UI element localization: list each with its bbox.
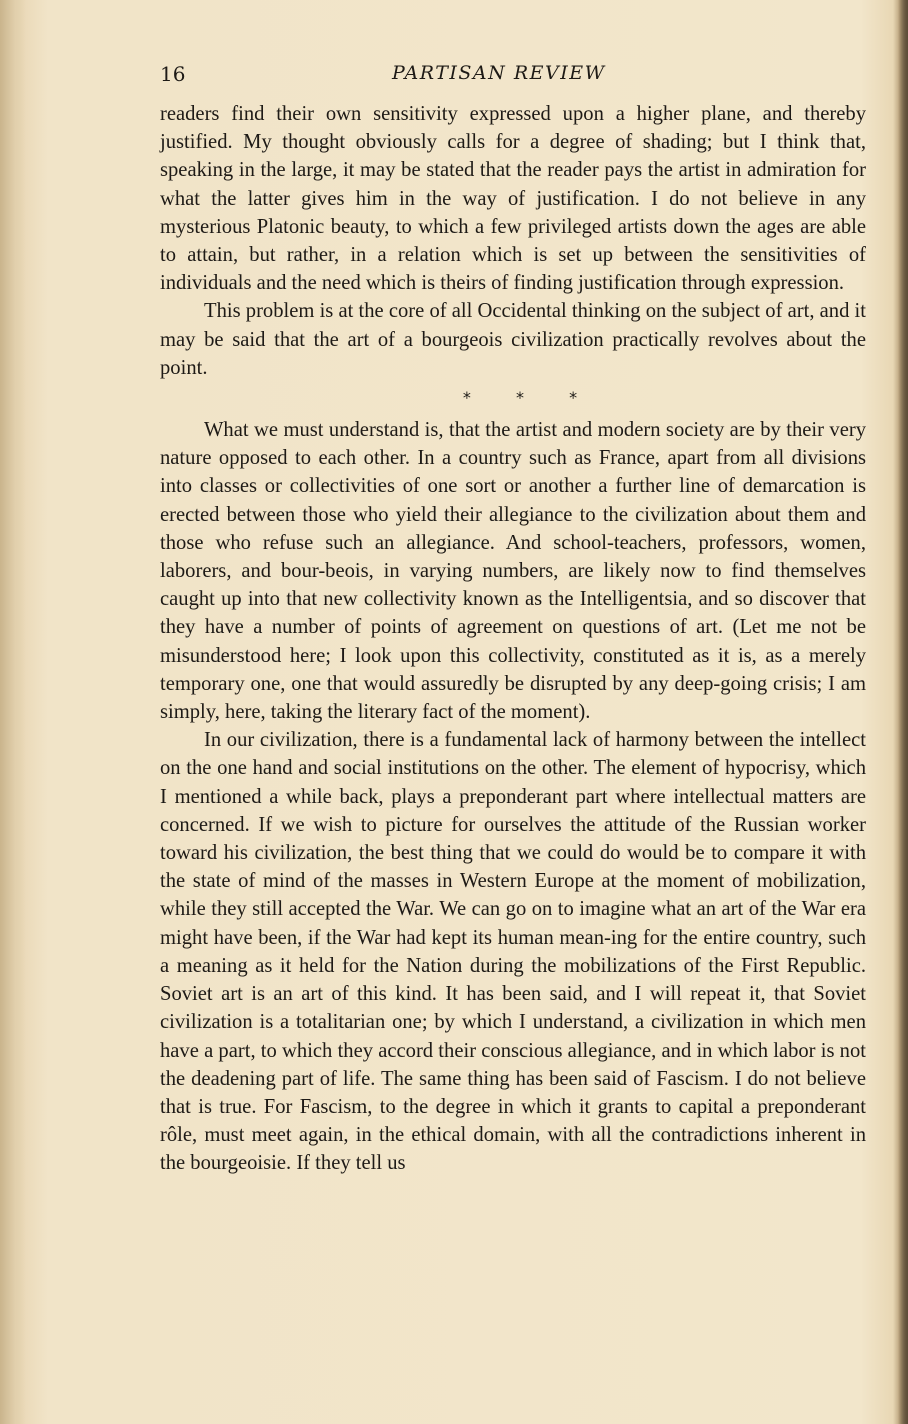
section-break: * * * (462, 388, 598, 408)
page-gutter-shadow (0, 0, 26, 1424)
page-number: 16 (160, 62, 186, 86)
paragraph: What we must understand is, that the artist and modern society are by their very nature opposed to each other. In a country such as France, apart from all divisions into classes or collectivities of one sort or another a further line of demarcation is erected between those who yield their allegiance to the civilization about them and those who refuse such an allegiance. And school-teachers, professors, women, laborers, and bour-beois, in varying numbers, are likely now to find themselves caught up into that new collectivity known as the Intelligentsia, and so discover that they have a number of points of agreement on questions of art. (Let me not be misunderstood here; I look upon this collectivity, constituted as it is, as a merely temporary one, one that would assuredly be disrupted by any deep-going crisis; I am simply, here, taking the literary fact of the moment). (160, 419, 866, 724)
paragraph: This problem is at the core of all Occidental thinking on the subject of art, and it may be said that the art of a bourgeois civilization practically revolves about the point. (160, 300, 866, 379)
paragraph: readers find their own sensitivity expressed upon a higher plane, and thereby justified. My thought obviously calls for a degree of shading; but I think that, speaking in the large, it may be stated that the reader pays the artist in admiration for what the latter gives him in the way of justification. I do not believe in any mysterious Platonic beauty, to which a few privileged artists down the ages are able to attain, but rather, in a relation which is set up between the sensitivities of individuals and the need which is theirs of finding justification through expression. (160, 103, 866, 295)
journal-title: PARTISAN REVIEW (392, 62, 606, 84)
body-text (160, 100, 866, 1178)
paragraph: In our civilization, there is a fundamental lack of harmony between the intellect on the one hand and social institutions on the other. The element of hypocrisy, which I mentioned a while back, plays a preponderant part where intellectual matters are concerned. If we wish to picture for ourselves the attitude of the Russian worker toward his civilization, the best thing that we could do would be to compare it with the state of mind of the masses in Western Europe at the moment of mobilization, while they still accepted the War. We can go on to imagine what an art of the War era might have been, if the War had kept its human mean-ing for the entire country, such a meaning as it held for the Nation during the mobilizations of the First Republic. Soviet art is an art of this kind. It has been said, and I will repeat it, that Soviet civilization is a totalitarian one; by which I understand, a civilization in which men have a part, to which they accord their conscious allegiance, and in which labor is not the deadening part of life. The same thing has been said of Fascism. I do not believe that is true. For Fascism, to the degree in which it grants to capital a preponderant rôle, must meet again, in the ethical domain, with all the contradictions inherent in the bourgeoisie. If they tell us (160, 729, 866, 1175)
page-edge-shadow (898, 0, 908, 1424)
running-head (160, 62, 866, 92)
